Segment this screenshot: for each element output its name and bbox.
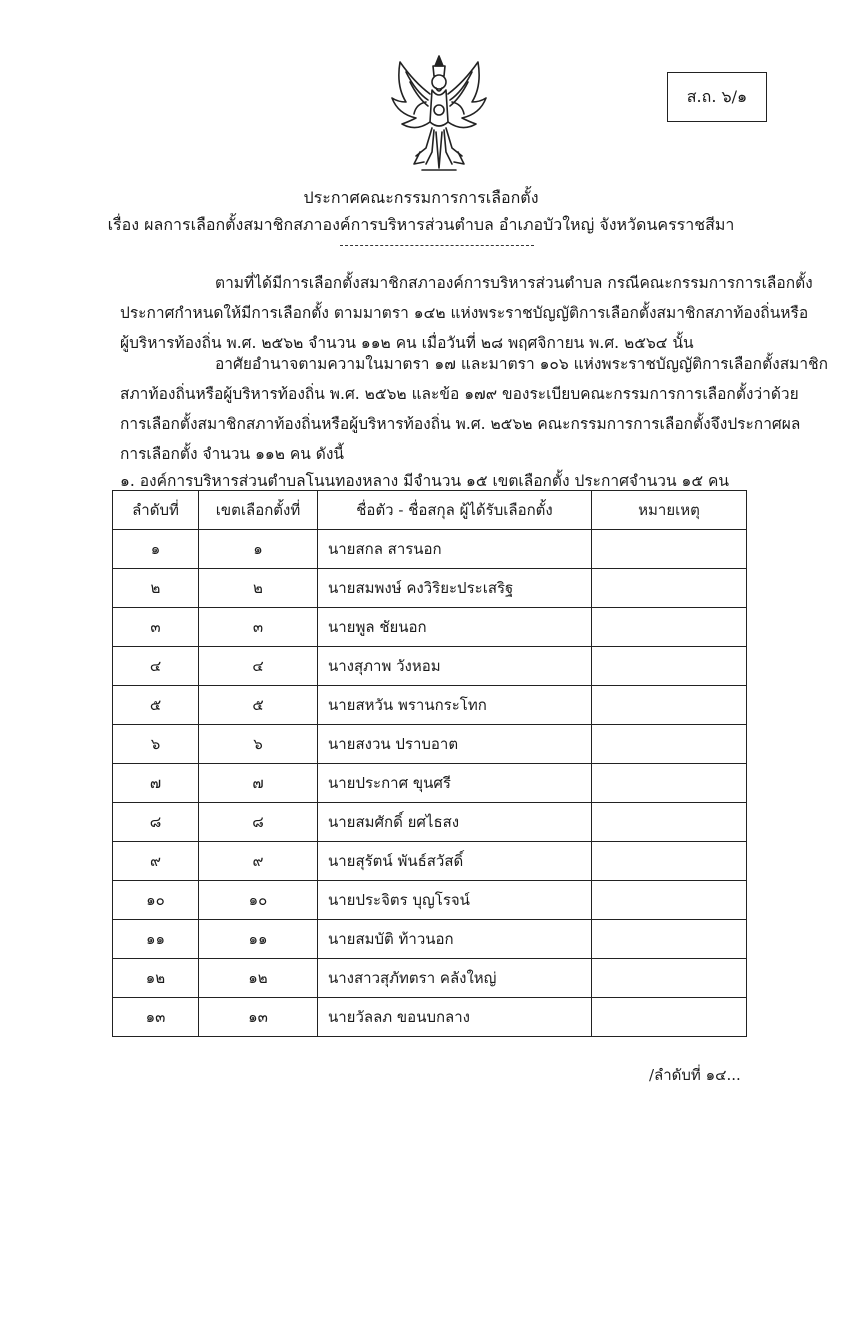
cell-name: นายสหวัน พรานกระโทก	[318, 686, 592, 725]
cell-district: ๕	[199, 686, 318, 725]
table-row	[113, 725, 747, 764]
cell-note	[592, 881, 747, 920]
results-table	[112, 490, 747, 1037]
cell-name: นายสมบัติ ท้าวนอก	[318, 920, 592, 959]
cell-note	[592, 920, 747, 959]
cell-note	[592, 725, 747, 764]
cell-name: นายสกล สารนอก	[318, 530, 592, 569]
cell-order: ๓	[113, 608, 199, 647]
cell-note	[592, 842, 747, 881]
cell-order: ๘	[113, 803, 199, 842]
cell-district: ๒	[199, 569, 318, 608]
cell-name: นางสาวสุภัทตรา คลังใหญ่	[318, 959, 592, 998]
header-order: ลำดับที่	[113, 491, 199, 530]
cell-order: ๔	[113, 647, 199, 686]
paragraph-line: อาศัยอำนาจตามความในมาตรา ๑๗ และมาตรา ๑๐๖ แห่งพระราชบัญญัติการเลือกตั้งสมาชิก	[215, 355, 828, 373]
cell-name: นางสุภาพ วังหอม	[318, 647, 592, 686]
cell-district: ๖	[199, 725, 318, 764]
garuda-emblem-icon	[386, 52, 492, 176]
table-row	[113, 998, 747, 1037]
cell-note	[592, 764, 747, 803]
table-header-row	[113, 491, 747, 530]
section-heading: ๑. องค์การบริหารส่วนตำบลโนนทองหลาง มีจำนวน ๑๕ เขตเลือกตั้ง ประกาศจำนวน ๑๕ คน	[120, 472, 729, 490]
cell-note	[592, 686, 747, 725]
paragraph-line: ประกาศกำหนดให้มีการเลือกตั้ง ตามมาตรา ๑๔๒ แห่งพระราชบัญญัติการเลือกตั้งสมาชิกสภาท้องถิ่นหรือ	[120, 304, 809, 322]
table-row	[113, 842, 747, 881]
cell-note	[592, 647, 747, 686]
paragraph-line: ตามที่ได้มีการเลือกตั้งสมาชิกสภาองค์การบริหารส่วนตำบล กรณีคณะกรรมการการเลือกตั้ง	[215, 274, 813, 292]
paragraph-line: การเลือกตั้งสมาชิกสภาท้องถิ่นหรือผู้บริหารท้องถิ่น พ.ศ. ๒๕๖๒ คณะกรรมการการเลือกตั้งจึงประกาศผล	[120, 415, 801, 433]
cell-name: นายสงวน ปราบอาต	[318, 725, 592, 764]
cell-district: ๓	[199, 608, 318, 647]
cell-name: นายสมศักดิ์ ยศไธสง	[318, 803, 592, 842]
table-row	[113, 686, 747, 725]
cell-order: ๕	[113, 686, 199, 725]
cell-order: ๑๐	[113, 881, 199, 920]
continuation-note: /ลำดับที่ ๑๔...	[649, 1066, 741, 1084]
header-name: ชื่อตัว - ชื่อสกุล ผู้ได้รับเลือกตั้ง	[318, 491, 592, 530]
form-code-box	[667, 72, 767, 122]
cell-name: นายสมพงษ์ คงวิริยะประเสริฐ	[318, 569, 592, 608]
cell-district: ๑	[199, 530, 318, 569]
cell-district: ๑๐	[199, 881, 318, 920]
cell-district: ๘	[199, 803, 318, 842]
announcement-title: ประกาศคณะกรรมการการเลือกตั้ง	[303, 188, 539, 207]
cell-order: ๑๑	[113, 920, 199, 959]
paragraph-line: สภาท้องถิ่นหรือผู้บริหารท้องถิ่น พ.ศ. ๒๕๖๒ และข้อ ๑๗๙ ของระเบียบคณะกรรมการการเลือกตั้งว่าด้วย	[120, 385, 799, 403]
cell-note	[592, 530, 747, 569]
cell-note	[592, 608, 747, 647]
cell-name: นายประจิตร บุญโรจน์	[318, 881, 592, 920]
cell-note	[592, 803, 747, 842]
cell-order: ๖	[113, 725, 199, 764]
cell-name: นายวัลลภ ขอนบกลาง	[318, 998, 592, 1037]
cell-order: ๑๒	[113, 959, 199, 998]
cell-name: นายพูล ชัยนอก	[318, 608, 592, 647]
cell-district: ๔	[199, 647, 318, 686]
table-row	[113, 608, 747, 647]
table-row	[113, 764, 747, 803]
announcement-subject: เรื่อง ผลการเลือกตั้งสมาชิกสภาองค์การบริหารส่วนตำบล อำเภอบัวใหญ่ จังหวัดนครราชสีมา	[107, 215, 735, 234]
cell-note	[592, 569, 747, 608]
table-row	[113, 647, 747, 686]
paragraph-line: การเลือกตั้ง จำนวน ๑๑๒ คน ดังนี้	[120, 445, 345, 463]
paragraph-line: ผู้บริหารท้องถิ่น พ.ศ. ๒๕๖๒ จำนวน ๑๑๒ คน เมื่อวันที่ ๒๘ พฤศจิกายน พ.ศ. ๒๕๖๔ นั้น	[120, 334, 694, 352]
table-row	[113, 920, 747, 959]
cell-order: ๑	[113, 530, 199, 569]
cell-note	[592, 959, 747, 998]
cell-district: ๑๓	[199, 998, 318, 1037]
cell-district: ๑๒	[199, 959, 318, 998]
table-row	[113, 569, 747, 608]
cell-order: ๙	[113, 842, 199, 881]
table-row	[113, 530, 747, 569]
table-row	[113, 881, 747, 920]
paragraph-2	[120, 349, 828, 469]
cell-order: ๑๓	[113, 998, 199, 1037]
table-row	[113, 959, 747, 998]
form-code: ส.ถ. ๖/๑	[686, 86, 748, 106]
header-note: หมายเหตุ	[592, 491, 747, 530]
cell-district: ๙	[199, 842, 318, 881]
cell-district: ๑๑	[199, 920, 318, 959]
paragraph-1	[120, 268, 813, 358]
cell-order: ๗	[113, 764, 199, 803]
header-district: เขตเลือกตั้งที่	[199, 491, 318, 530]
cell-order: ๒	[113, 569, 199, 608]
cell-district: ๗	[199, 764, 318, 803]
table-row	[113, 803, 747, 842]
cell-note	[592, 998, 747, 1037]
cell-name: นายประกาศ ขุนศรี	[318, 764, 592, 803]
cell-name: นายสุรัตน์ พันธ์สวัสดิ์	[318, 842, 592, 881]
dashed-divider	[340, 245, 534, 246]
